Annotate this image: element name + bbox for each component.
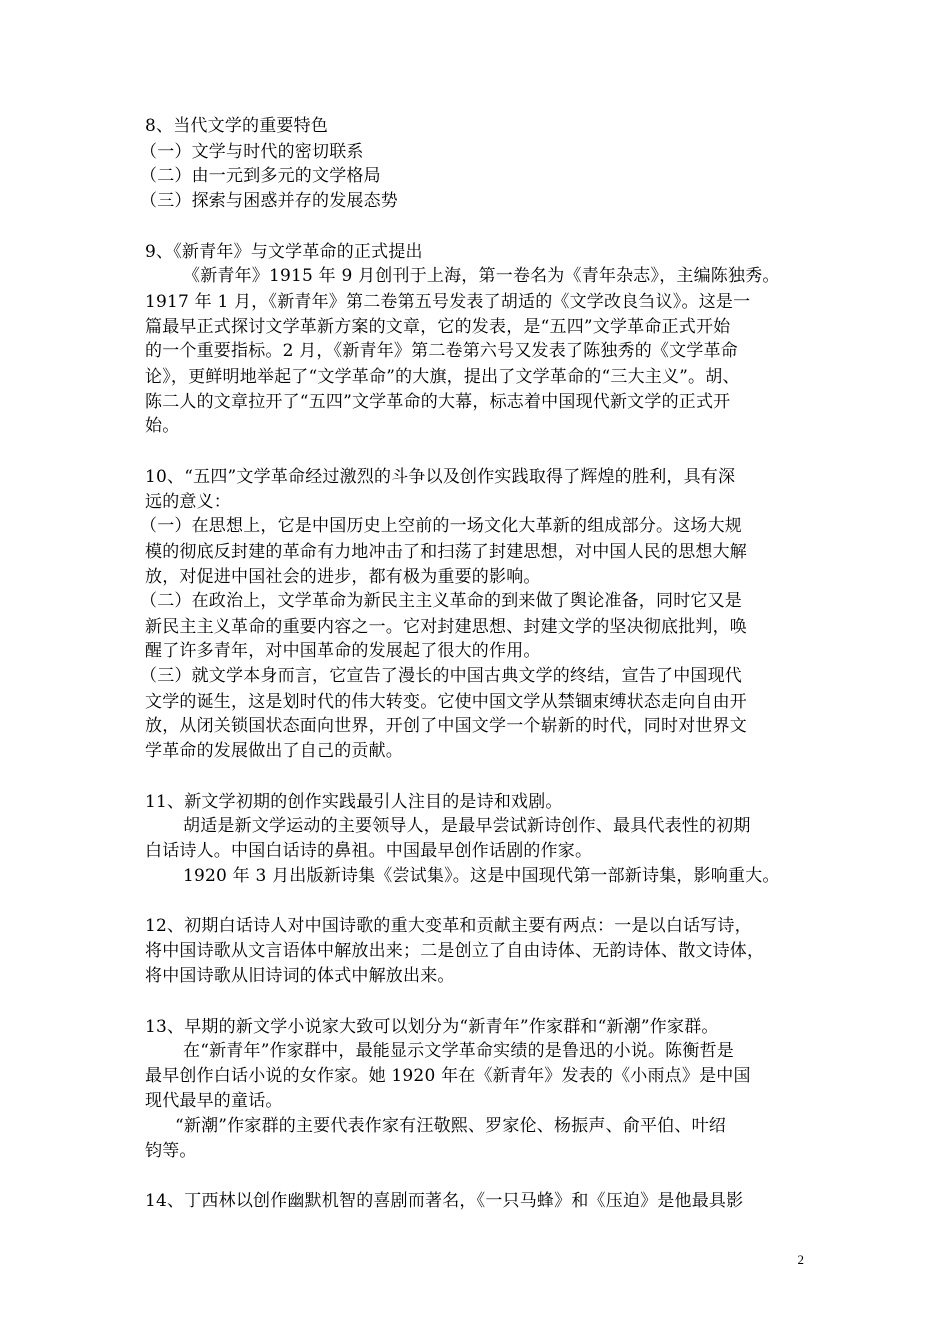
section-8-heading: 8、当代文学的重要特色 xyxy=(145,116,329,136)
text-line: 钧等。 xyxy=(145,1141,197,1161)
text-line: 的一个重要指标。2 月，《新青年》第二卷第六号又发表了陈独秀的《文学革命 xyxy=(145,341,738,361)
text-line: 学革命的发展做出了自己的贡献。 xyxy=(145,741,403,761)
text-line: 文学的诞生，这是划时代的伟大转变。它使中国文学从禁锢束缚状态走向自由开 xyxy=(145,692,747,712)
text-line: 将中国诗歌从文言语体中解放出来；二是创立了自由诗体、无韵诗体、散文诗体， xyxy=(145,941,765,961)
text-line: 白话诗人。中国白话诗的鼻祖。中国最早创作话剧的作家。 xyxy=(145,841,593,861)
section-11-heading: 11、新文学初期的创作实践最引人注目的是诗和戏剧。 xyxy=(145,792,563,812)
text-line: 《新青年》1915 年 9 月创刊于上海，第一卷名为《青年杂志》，主编陈独秀。 xyxy=(183,266,780,286)
section-8-item-2: （二）由一元到多元的文学格局 xyxy=(140,166,381,186)
text-line: 远的意义： xyxy=(145,492,231,512)
section-9-heading: 9、《新青年》与文学革命的正式提出 xyxy=(145,242,423,262)
text-line: 1917 年 1 月，《新青年》第二卷第五号发表了胡适的《文学改良刍议》。这是一 xyxy=(145,292,751,312)
text-line: （三）就文学本身而言，它宣告了漫长的中国古典文学的终结，宣告了中国现代 xyxy=(140,666,742,686)
text-line: 最早创作白话小说的女作家。她 1920 年在《新青年》发表的《小雨点》是中国 xyxy=(145,1066,751,1086)
section-12-heading: 12、初期白话诗人对中国诗歌的重大变革和贡献主要有两点：一是以白话写诗， xyxy=(145,916,752,936)
text-line: （一）在思想上，它是中国历史上空前的一场文化大革新的组成部分。这场大规 xyxy=(140,516,742,536)
section-13-heading: 13、早期的新文学小说家大致可以划分为“新青年”作家群和“新潮”作家群。 xyxy=(145,1017,719,1037)
text-line: 1920 年 3 月出版新诗集《尝试集》。这是中国现代第一部新诗集，影响重大。 xyxy=(183,866,780,886)
text-line: 始。 xyxy=(145,416,180,436)
section-8-item-1: （一）文学与时代的密切联系 xyxy=(140,142,364,162)
text-line: 论》，更鲜明地举起了“文学革命”的大旗，提出了文学革命的“三大主义”。胡、 xyxy=(145,367,740,387)
text-line: 放，从闭关锁国状态面向世界，开创了中国文学一个崭新的时代，同时对世界文 xyxy=(145,716,747,736)
section-8-item-3: （三）探索与困惑并存的发展态势 xyxy=(140,191,398,211)
text-line: 新民主主义革命的重要内容之一。它对封建思想、封建文学的坚决彻底批判，唤 xyxy=(145,617,747,637)
section-14-heading: 14、丁西林以创作幽默机智的喜剧而著名，《一只马蜂》和《压迫》是他最具影 xyxy=(145,1191,744,1211)
text-line: （二）在政治上，文学革命为新民主主义革命的到来做了舆论准备，同时它又是 xyxy=(140,591,742,611)
text-line: 醒了许多青年，对中国革命的发展起了很大的作用。 xyxy=(145,641,541,661)
text-line: 模的彻底反封建的革命有力地冲击了和扫荡了封建思想，对中国人民的思想大解 xyxy=(145,542,747,562)
text-line: 胡适是新文学运动的主要领导人，是最早尝试新诗创作、最具代表性的初期 xyxy=(183,816,751,836)
text-line: 篇最早正式探讨文学革新方案的文章，它的发表，是“五四”文学革命正式开始 xyxy=(145,317,731,337)
text-line: 放，对促进中国社会的进步，都有极为重要的影响。 xyxy=(145,567,541,587)
text-line: 在“新青年”作家群中，最能显示文学革命实绩的是鲁迅的小说。陈衡哲是 xyxy=(183,1041,734,1061)
section-10-heading: 10、“五四”文学革命经过激烈的斗争以及创作实践取得了辉煌的胜利，具有深 xyxy=(145,467,736,487)
text-line: 将中国诗歌从旧诗词的体式中解放出来。 xyxy=(145,966,455,986)
text-line: “新潮”作家群的主要代表作家有汪敬熙、罗家伦、杨振声、俞平伯、叶绍 xyxy=(175,1116,726,1136)
page-number: 2 xyxy=(797,1252,804,1267)
text-line: 现代最早的童话。 xyxy=(145,1091,283,1111)
text-line: 陈二人的文章拉开了“五四”文学革命的大幕，标志着中国现代新文学的正式开 xyxy=(145,392,731,412)
